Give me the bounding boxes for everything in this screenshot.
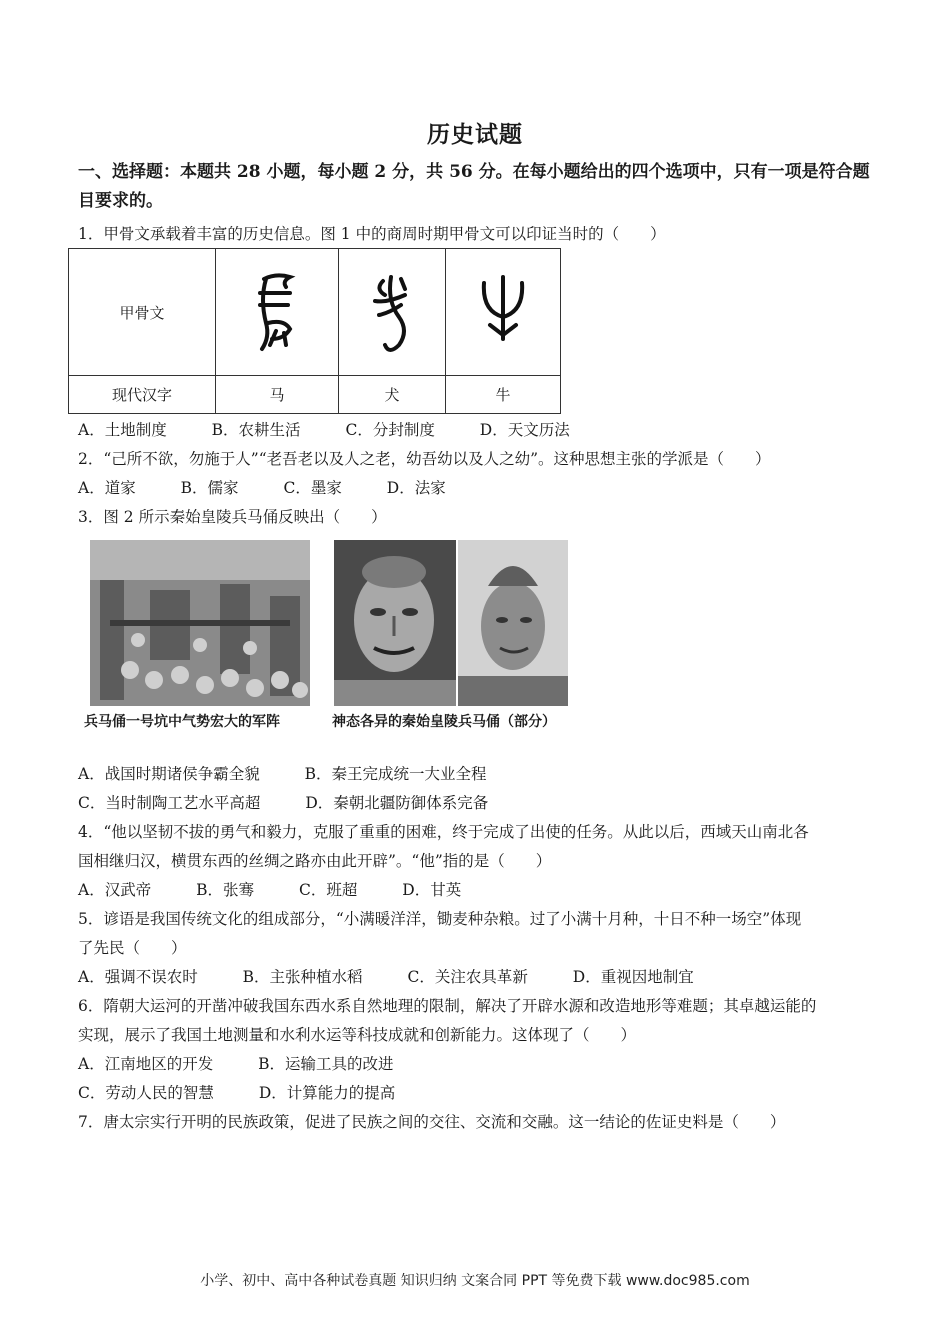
terracotta-army-pit-photo — [90, 540, 310, 706]
q6-option-b[interactable]: B．运输工具的改进 — [258, 1055, 394, 1073]
q3-option-a[interactable]: A．战国时期诸侯争霸全貌 — [78, 765, 260, 783]
figure-caption-faces: 神态各异的秦始皇陵兵马俑（部分） — [332, 714, 556, 730]
q7-stem: 7．唐太宗实行开明的民族政策，促进了民族之间的交往、交流和交融。这一结论的佐证史料是（ ） — [78, 1113, 786, 1131]
q4-option-a[interactable]: A．汉武帝 — [78, 881, 152, 899]
q1-option-c[interactable]: C．分封制度 — [345, 421, 435, 439]
oracle-glyph-ox-icon — [446, 249, 561, 376]
q1-option-a[interactable]: A．土地制度 — [78, 421, 167, 439]
q2-option-b[interactable]: B．儒家 — [180, 479, 239, 497]
q3-stem: 3．图 2 所示秦始皇陵兵马俑反映出（ ） — [78, 508, 387, 526]
table-row-label-modern: 现代汉字 — [69, 376, 216, 414]
q3-option-c[interactable]: C．当时制陶工艺水平高超 — [78, 794, 261, 812]
q4-option-b[interactable]: B．张骞 — [196, 881, 255, 899]
q6-options-row1 — [78, 1052, 878, 1074]
oracle-glyph-dog-icon — [339, 249, 446, 376]
oracle-glyph-horse-icon — [216, 249, 339, 376]
q5-option-b[interactable]: B．主张种植水稻 — [242, 968, 363, 986]
modern-char-horse: 马 — [216, 376, 339, 414]
q6-option-a[interactable]: A．江南地区的开发 — [78, 1055, 214, 1073]
page-footer: 小学、初中、高中各种试卷真题 知识归纳 文案合同 PPT 等免费下载 www.doc985.com — [200, 1273, 750, 1289]
q6-options-row2 — [78, 1081, 878, 1103]
q1-option-b[interactable]: B．农耕生活 — [211, 421, 301, 439]
q1-options — [78, 418, 878, 440]
q6-option-c[interactable]: C．劳动人民的智慧 — [78, 1084, 214, 1102]
section-header: 一、选择题：本题共 28 小题，每小题 2 分，共 56 分。在每小题给出的四个选项中，只有一项是符合题目要求的。 — [78, 162, 870, 211]
table-row-label-oracle: 甲骨文 — [69, 249, 216, 376]
q1-option-d[interactable]: D．天文历法 — [479, 421, 570, 439]
q5-stem-line1: 5．谚语是我国传统文化的组成部分，“小满暖洋洋，锄麦种杂粮。过了小满十月种，十日不种一场空”体现 — [78, 910, 802, 928]
oracle-bone-table — [68, 248, 561, 414]
modern-char-dog: 犬 — [339, 376, 446, 414]
q2-stem: 2．“己所不欲，勿施于人”“老吾老以及人之老，幼吾幼以及人之幼”。这种思想主张的学派是（ ） — [78, 450, 771, 468]
q3-option-b[interactable]: B．秦王完成统一大业全程 — [304, 765, 487, 783]
q2-options — [78, 476, 878, 498]
q5-option-a[interactable]: A．强调不误农时 — [78, 968, 198, 986]
q3-options-row1 — [78, 762, 878, 784]
q4-stem-line2: 国相继归汉，横贯东西的丝绸之路亦由此开辟”。“他”指的是（ ） — [78, 852, 552, 870]
q1-stem: 1．甲骨文承载着丰富的历史信息。图 1 中的商周时期甲骨文可以印证当时的（ ） — [78, 225, 666, 243]
q2-option-c[interactable]: C．墨家 — [283, 479, 342, 497]
q5-option-d[interactable]: D．重视因地制宜 — [572, 968, 694, 986]
terracotta-warrior-face-photo-1 — [334, 540, 456, 706]
q5-stem-line2: 了先民（ ） — [78, 939, 187, 957]
q2-option-d[interactable]: D．法家 — [386, 479, 446, 497]
q4-option-d[interactable]: D．甘英 — [402, 881, 462, 899]
q2-option-a[interactable]: A．道家 — [78, 479, 136, 497]
q5-option-c[interactable]: C．关注农具革新 — [407, 968, 528, 986]
q3-option-d[interactable]: D．秦朝北疆防御体系完备 — [305, 794, 489, 812]
q4-options — [78, 878, 878, 900]
terracotta-warrior-face-photo-2 — [458, 540, 568, 706]
q6-option-d[interactable]: D．计算能力的提高 — [258, 1084, 396, 1102]
modern-char-ox: 牛 — [446, 376, 561, 414]
q6-stem-line1: 6．隋朝大运河的开凿冲破我国东西水系自然地理的限制，解决了开辟水源和改造地形等难题；其卓越运能的 — [78, 997, 817, 1015]
q6-stem-line2: 实现，展示了我国土地测量和水利水运等科技成就和创新能力。这体现了（ ） — [78, 1026, 637, 1044]
figure-caption-army: 兵马俑一号坑中气势宏大的军阵 — [84, 714, 280, 730]
q5-options — [78, 965, 878, 987]
q4-stem-line1: 4．“他以坚韧不拔的勇气和毅力，克服了重重的困难，终于完成了出使的任务。从此以后，西域天山南北各 — [78, 823, 809, 841]
q3-options-row2 — [78, 791, 878, 813]
q4-option-c[interactable]: C．班超 — [298, 881, 358, 899]
page-title: 历史试题 — [427, 121, 523, 148]
